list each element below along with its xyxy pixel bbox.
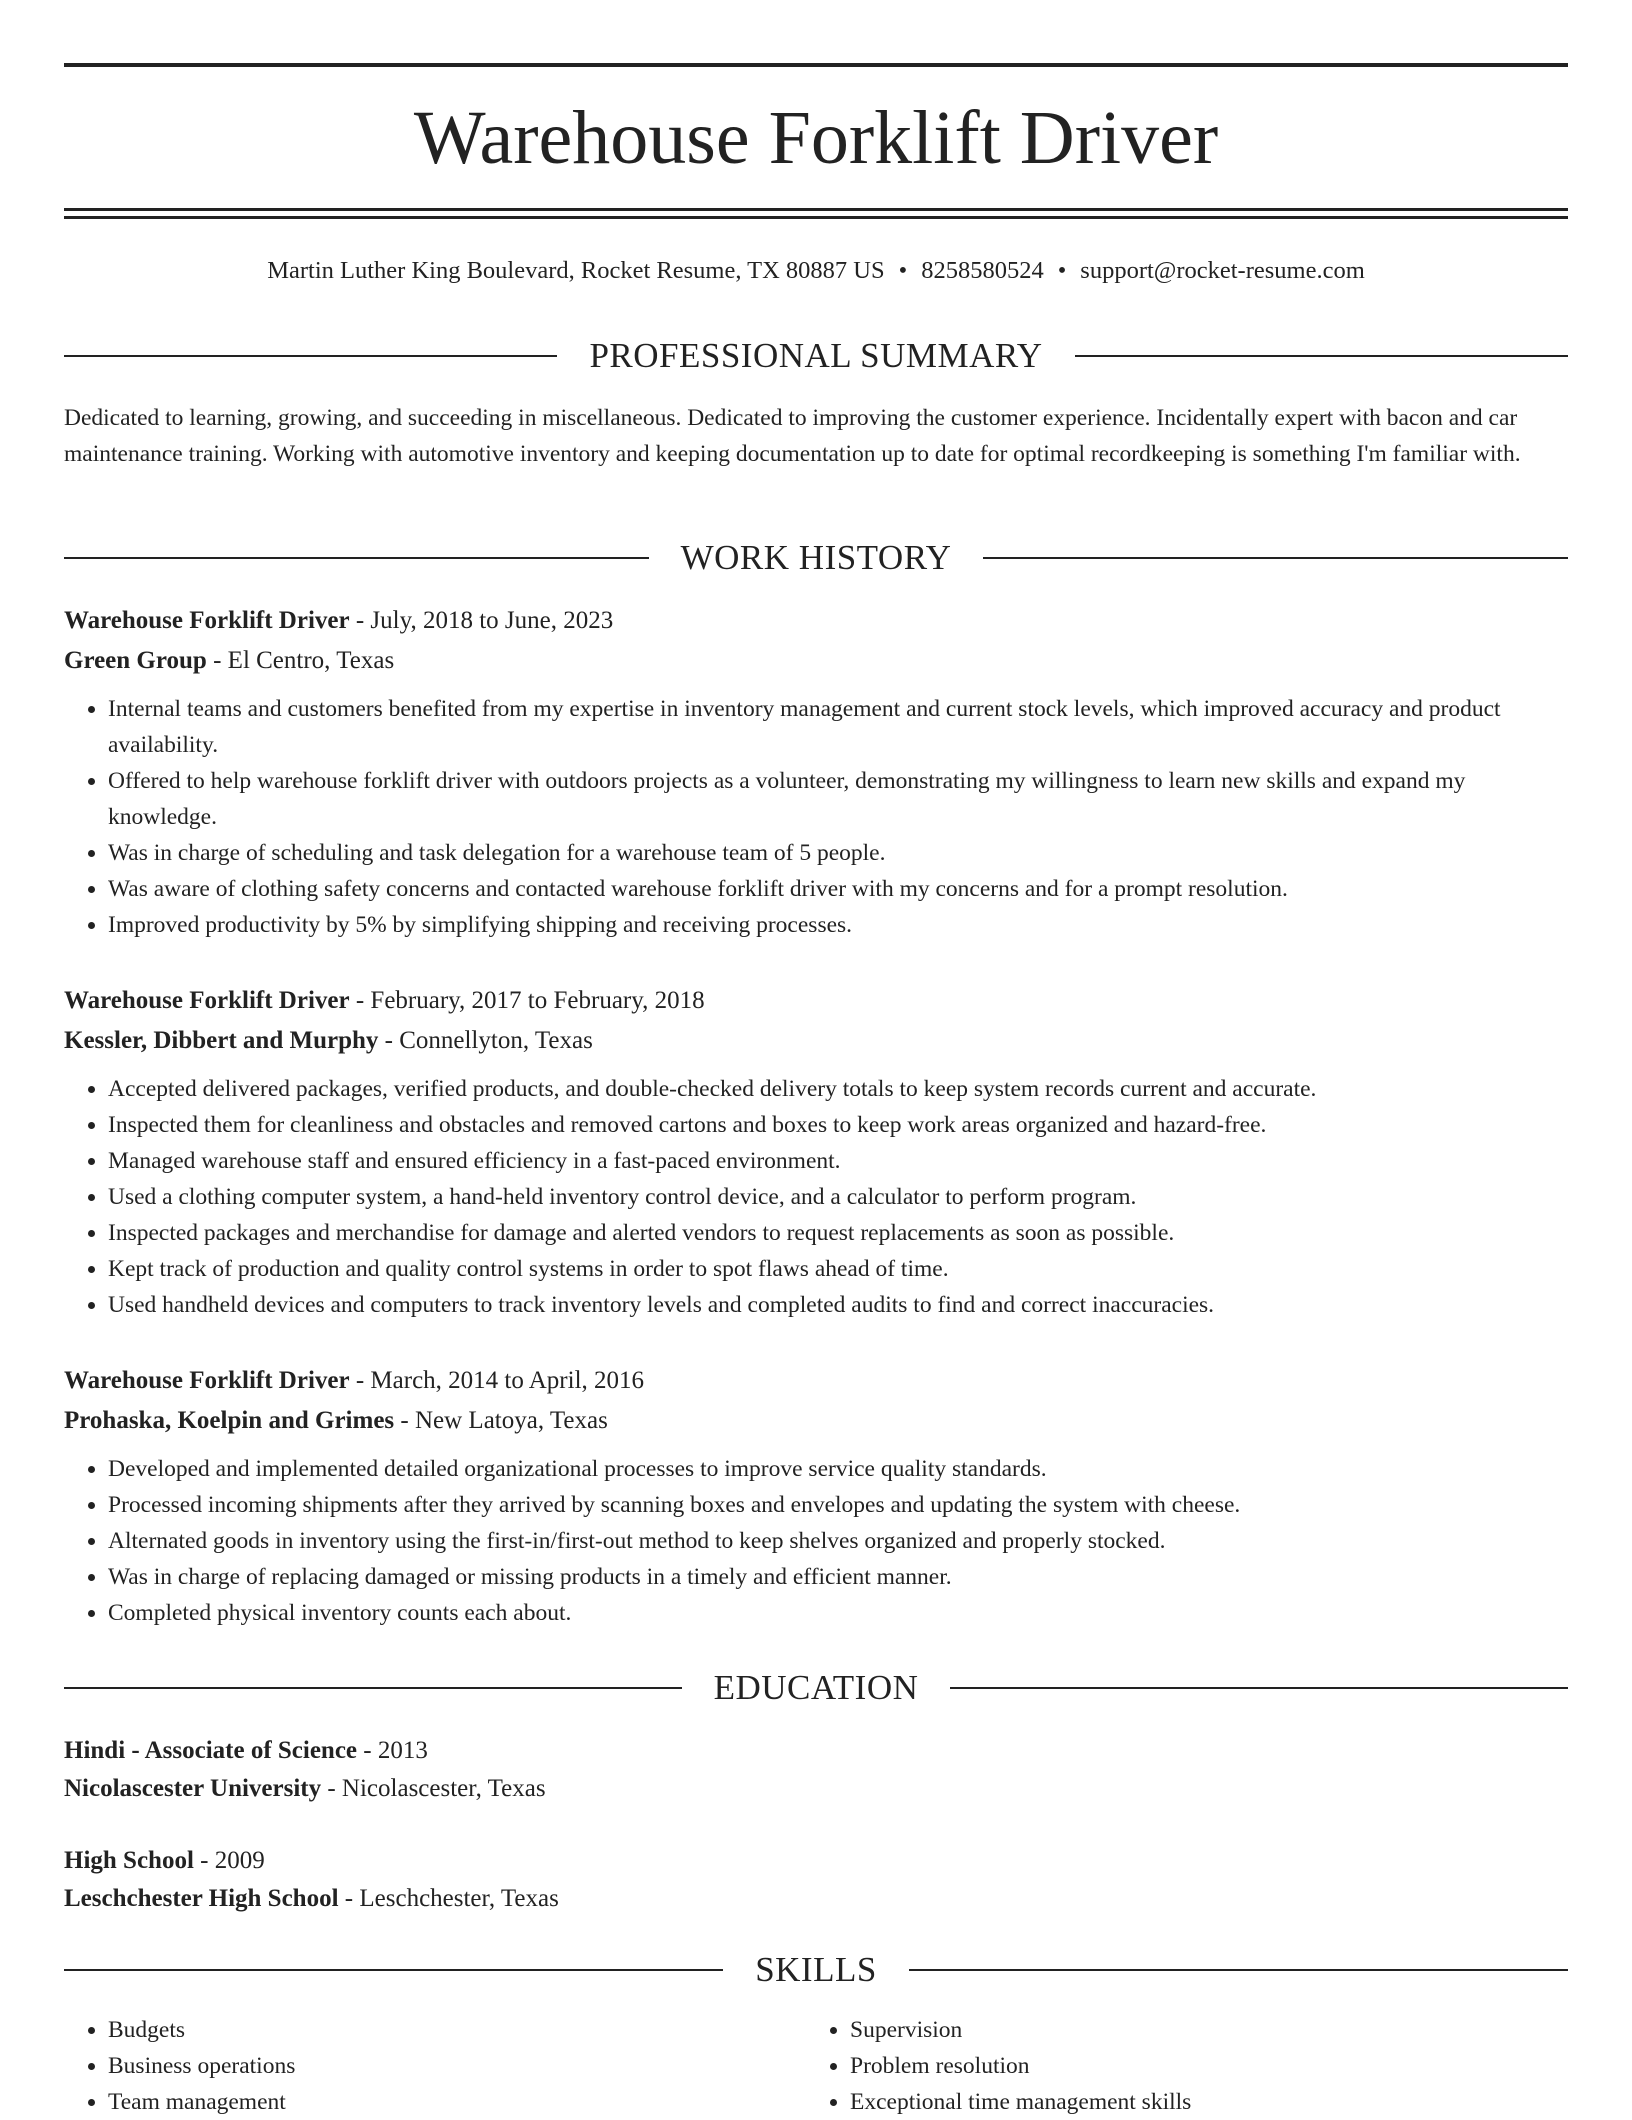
job-bullet: • Used handheld devices and computers to track inventory levels and completed audits to find and correct inaccuracies. [108, 1287, 1568, 1323]
summary-heading-label: PROFESSIONAL SUMMARY [589, 336, 1043, 375]
job-entry [64, 981, 1568, 1323]
skills-heading-label: SKILLS [755, 1950, 877, 1989]
job-bullet: • Used a clothing computer system, a hand-held inventory control device, and a calculator to perform program. [108, 1179, 1568, 1215]
job-bullet: • Alternated goods in inventory using the first-in/first-out method to keep shelves organized and properly stocked. [108, 1523, 1568, 1559]
job-company: Kessler, Dibbert and Murphy [64, 1027, 379, 1054]
job-location: - New Latoya, Texas [394, 1407, 608, 1434]
skills-list [64, 2012, 1568, 2120]
education-entry [64, 1842, 1568, 1918]
education-school-line [64, 1770, 1568, 1808]
job-bullet: • Was aware of clothing safety concerns and contacted warehouse forklift driver with my concerns and for a prompt resolution. [108, 871, 1568, 907]
heading-rule [64, 1687, 682, 1689]
job-bullets [64, 1071, 1568, 1323]
education-school-line [64, 1880, 1568, 1918]
resume-title: Warehouse Forklift Driver [413, 96, 1219, 180]
job-entry [64, 1361, 1568, 1631]
education-school: Nicolascester University [64, 1775, 322, 1802]
job-company-line [64, 1401, 1568, 1441]
education-heading [64, 1668, 1568, 1708]
summary-heading [64, 336, 1568, 376]
job-title-line [64, 601, 1568, 641]
contact-separator: • [898, 257, 908, 284]
job-bullet: • Offered to help warehouse forklift driver with outdoors projects as a volunteer, demonstrating my willingness to learn new skills and expand my knowledge. [108, 763, 1568, 835]
education-location: - Leschchester, Texas [338, 1885, 559, 1912]
job-dates: - July, 2018 to June, 2023 [349, 607, 614, 634]
title-rule-upper [64, 208, 1568, 211]
skill-item: • Exceptional time management skills [850, 2084, 1548, 2120]
job-title: Warehouse Forklift Driver [64, 1367, 350, 1394]
job-dates: - February, 2017 to February, 2018 [349, 987, 705, 1014]
title-rule-lower [64, 216, 1568, 219]
job-bullets [64, 1451, 1568, 1631]
top-rule [64, 63, 1568, 67]
job-bullet: • Inspected packages and merchandise for damage and alerted vendors to request replacements as soon as possible. [108, 1215, 1568, 1251]
job-bullet: • Completed physical inventory counts each about. [108, 1595, 1568, 1631]
heading-rule [983, 557, 1568, 559]
job-entry [64, 601, 1568, 943]
job-location: - El Centro, Texas [206, 647, 395, 674]
job-bullets [64, 691, 1568, 943]
heading-rule [64, 355, 557, 357]
heading-rule [64, 1969, 723, 1971]
job-bullet: • Accepted delivered packages, verified products, and double-checked delivery totals to keep system records current and accurate. [108, 1071, 1568, 1107]
work-history-heading [64, 538, 1568, 578]
education-degree-line [64, 1842, 1568, 1880]
job-title-line [64, 981, 1568, 1021]
contact-line [64, 254, 1568, 288]
job-bullet: • Internal teams and customers benefited from my expertise in inventory management and current stock levels, which improved accuracy and product availability. [108, 691, 1568, 763]
job-bullet: • Kept track of production and quality control systems in order to spot flaws ahead of time. [108, 1251, 1568, 1287]
job-dates: - March, 2014 to April, 2016 [349, 1367, 645, 1394]
education-degree: High School [64, 1847, 194, 1874]
heading-rule [950, 1687, 1568, 1689]
education-degree-line [64, 1732, 1568, 1770]
job-bullet: • Developed and implemented detailed organizational processes to improve service quality standards. [108, 1451, 1568, 1487]
job-company-line [64, 1021, 1568, 1061]
education-year: - 2009 [193, 1847, 265, 1874]
job-location: - Connellyton, Texas [378, 1027, 593, 1054]
heading-rule [1075, 355, 1568, 357]
skill-item: • Business operations [108, 2048, 806, 2084]
heading-rule [909, 1969, 1568, 1971]
skill-item: • Budgets [108, 2012, 806, 2048]
job-title: Warehouse Forklift Driver [64, 987, 350, 1014]
education-school: Leschchester High School [64, 1885, 339, 1912]
education-entry [64, 1732, 1568, 1808]
education-location: - Nicolascester, Texas [321, 1775, 546, 1802]
job-company: Prohaska, Koelpin and Grimes [64, 1407, 395, 1434]
job-title: Warehouse Forklift Driver [64, 607, 350, 634]
job-bullet: • Processed incoming shipments after they arrived by scanning boxes and envelopes and updating the system with cheese. [108, 1487, 1568, 1523]
job-bullet: • Was in charge of replacing damaged or missing products in a timely and efficient manner. [108, 1559, 1568, 1595]
contact-separator: • [1057, 257, 1067, 284]
skill-item: • Team management [108, 2084, 806, 2120]
job-bullet: • Improved productivity by 5% by simplifying shipping and receiving processes. [108, 907, 1568, 943]
contact-phone: 8258580524 [921, 257, 1044, 284]
job-bullet: • Inspected them for cleanliness and obstacles and removed cartons and boxes to keep work areas organized and hazard-free. [108, 1107, 1568, 1143]
job-company: Green Group [64, 647, 207, 674]
skills-heading [64, 1950, 1568, 1990]
education-year: - 2013 [357, 1737, 428, 1764]
education-degree: Hindi - Associate of Science [64, 1737, 358, 1764]
job-company-line [64, 641, 1568, 681]
contact-address: Martin Luther King Boulevard, Rocket Resume, TX 80887 US [267, 257, 885, 284]
job-bullet: • Managed warehouse staff and ensured efficiency in a fast-paced environment. [108, 1143, 1568, 1179]
skills-column-right [806, 2012, 1548, 2120]
summary-text: Dedicated to learning, growing, and succeeding in miscellaneous. Dedicated to improving the customer experience. Incidentally expert with bacon and car maintenance training. Working with automotive inventory and keeping documentation up to date for optimal recordkeeping is something I'm familiar with. [64, 405, 1521, 467]
work-history-heading-label: WORK HISTORY [680, 538, 952, 577]
skills-column-left [64, 2012, 806, 2120]
job-title-line [64, 1361, 1568, 1401]
job-bullet: • Was in charge of scheduling and task delegation for a warehouse team of 5 people. [108, 835, 1568, 871]
contact-email: support@rocket-resume.com [1080, 257, 1365, 284]
skill-item: • Supervision [850, 2012, 1548, 2048]
education-heading-label: EDUCATION [713, 1668, 919, 1707]
heading-rule [64, 557, 649, 559]
skill-item: • Problem resolution [850, 2048, 1548, 2084]
